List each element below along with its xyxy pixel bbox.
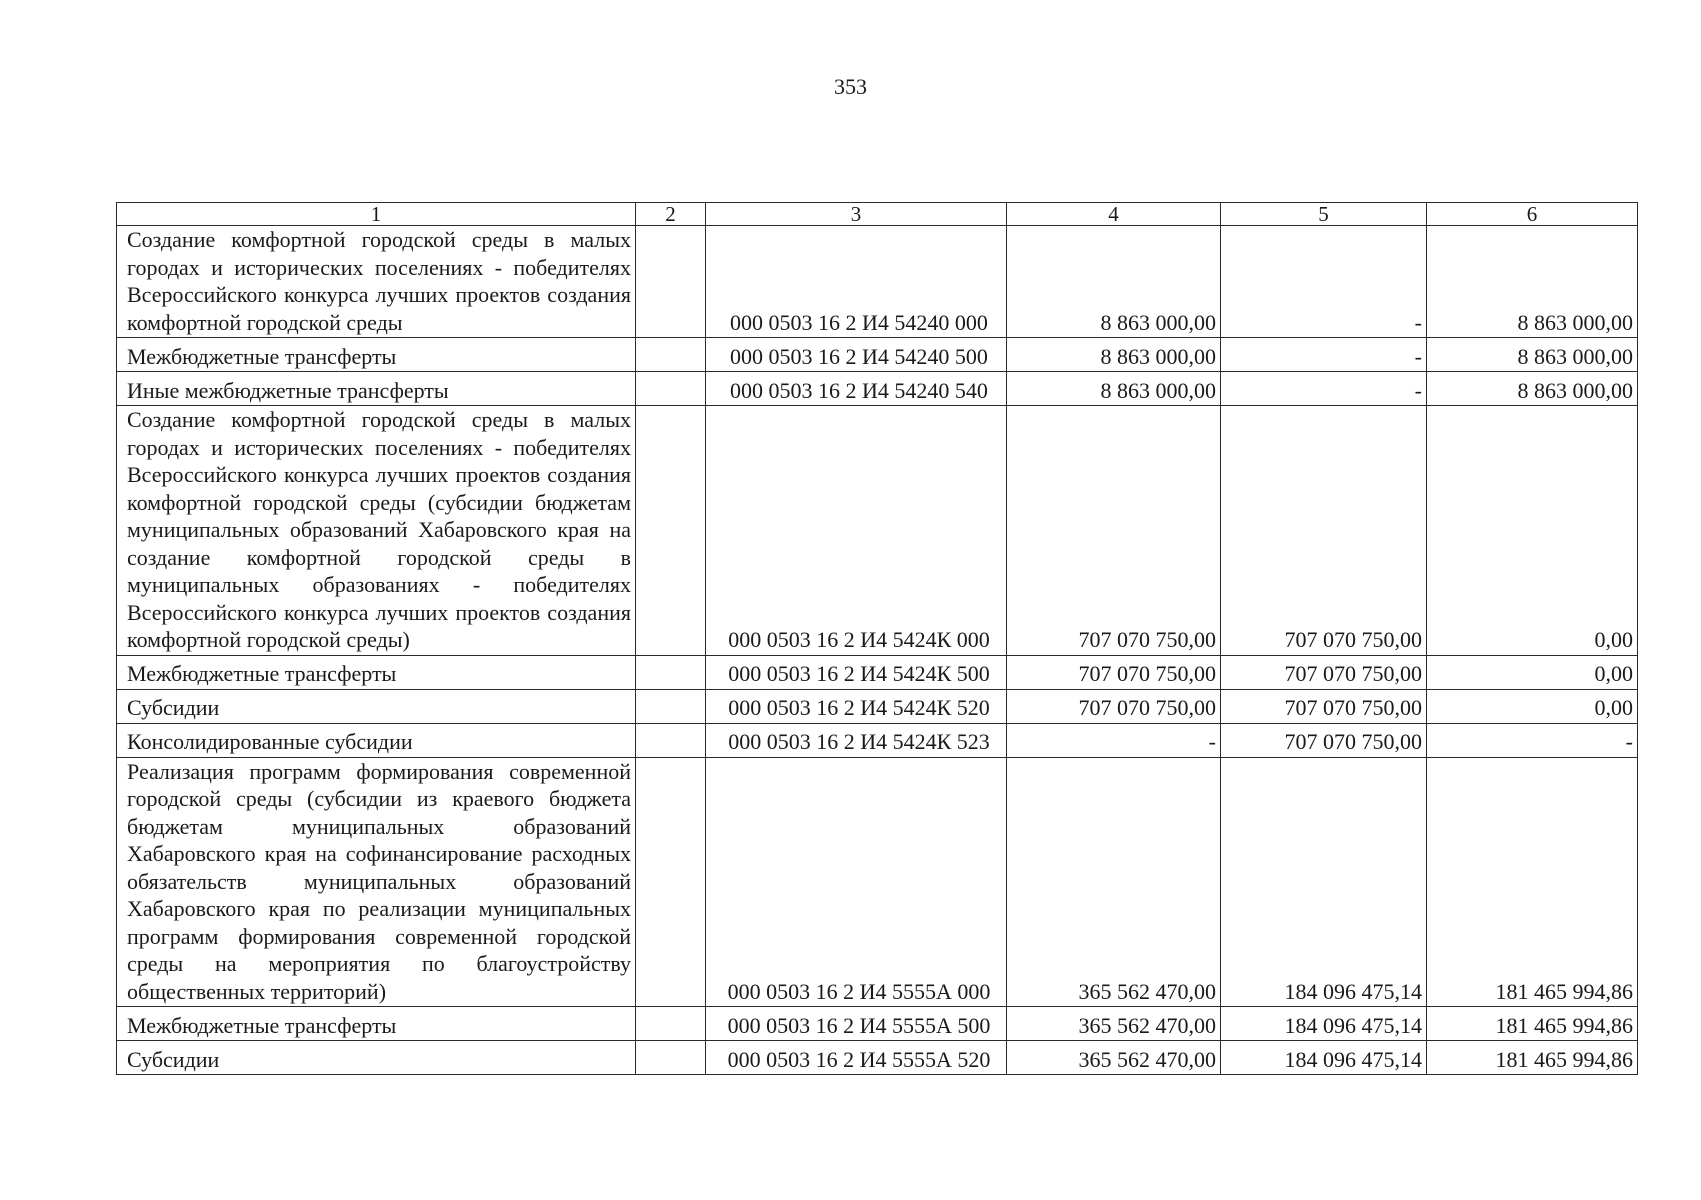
- amount-col-5: 707 070 750,00: [1221, 406, 1427, 656]
- column-2-cell: [636, 1041, 706, 1075]
- item-name: Создание комфортной городской среды в малых городах и исторических поселениях - победителях Всероссийского конкурса лучших проектов создания комфортной городской среды (субсидии бюджетам муниципальных образований Хабаровского края на создание комфортной городской среды в муниципальных образованиях - победителях Всероссийского конкурса лучших проектов создания комфортной городской среды): [117, 406, 636, 656]
- budget-code: 000 0503 16 2 И4 5555А 500: [706, 1007, 1007, 1041]
- budget-code: 000 0503 16 2 И4 5555А 000: [706, 757, 1007, 1007]
- amount-col-4: -: [1007, 723, 1221, 757]
- column-2-cell: [636, 226, 706, 338]
- column-2-cell: [636, 757, 706, 1007]
- amount-col-5: 707 070 750,00: [1221, 655, 1427, 689]
- budget-code: 000 0503 16 2 И4 54240 500: [706, 338, 1007, 372]
- column-2-cell: [636, 723, 706, 757]
- column-2-cell: [636, 655, 706, 689]
- column-header: 2: [636, 203, 706, 226]
- table-row: [117, 723, 1638, 757]
- column-2-cell: [636, 689, 706, 723]
- budget-code: 000 0503 16 2 И4 5424К 000: [706, 406, 1007, 656]
- amount-col-5: 707 070 750,00: [1221, 689, 1427, 723]
- amount-col-5: 184 096 475,14: [1221, 1007, 1427, 1041]
- amount-col-6: 181 465 994,86: [1427, 1007, 1638, 1041]
- amount-col-5: 184 096 475,14: [1221, 1041, 1427, 1075]
- column-header: 1: [117, 203, 636, 226]
- budget-code: 000 0503 16 2 И4 54240 000: [706, 226, 1007, 338]
- table-row: [117, 689, 1638, 723]
- column-header: 4: [1007, 203, 1221, 226]
- table-row: [117, 1007, 1638, 1041]
- column-2-cell: [636, 1007, 706, 1041]
- column-header: 3: [706, 203, 1007, 226]
- amount-col-4: 8 863 000,00: [1007, 338, 1221, 372]
- amount-col-5: -: [1221, 372, 1427, 406]
- page-number: 353: [834, 74, 867, 99]
- amount-col-5: 707 070 750,00: [1221, 723, 1427, 757]
- amount-col-4: 8 863 000,00: [1007, 226, 1221, 338]
- budget-code: 000 0503 16 2 И4 5424К 523: [706, 723, 1007, 757]
- amount-col-4: 707 070 750,00: [1007, 655, 1221, 689]
- item-name: Межбюджетные трансферты: [117, 655, 636, 689]
- table-row: [117, 226, 1638, 338]
- budget-table: [116, 202, 1638, 1075]
- budget-code: 000 0503 16 2 И4 5424К 520: [706, 689, 1007, 723]
- amount-col-6: 0,00: [1427, 655, 1638, 689]
- amount-col-4: 8 863 000,00: [1007, 372, 1221, 406]
- table-row: [117, 655, 1638, 689]
- budget-code: 000 0503 16 2 И4 54240 540: [706, 372, 1007, 406]
- item-name: Субсидии: [117, 689, 636, 723]
- item-name: Консолидированные субсидии: [117, 723, 636, 757]
- amount-col-6: -: [1427, 723, 1638, 757]
- amount-col-6: 8 863 000,00: [1427, 372, 1638, 406]
- amount-col-4: 365 562 470,00: [1007, 1041, 1221, 1075]
- amount-col-5: -: [1221, 226, 1427, 338]
- table-row: [117, 757, 1638, 1007]
- item-name: Иные межбюджетные трансферты: [117, 372, 636, 406]
- amount-col-6: 181 465 994,86: [1427, 757, 1638, 1007]
- amount-col-4: 707 070 750,00: [1007, 689, 1221, 723]
- amount-col-6: 8 863 000,00: [1427, 226, 1638, 338]
- amount-col-6: 8 863 000,00: [1427, 338, 1638, 372]
- column-2-cell: [636, 406, 706, 656]
- amount-col-6: 181 465 994,86: [1427, 1041, 1638, 1075]
- budget-code: 000 0503 16 2 И4 5555А 520: [706, 1041, 1007, 1075]
- amount-col-6: 0,00: [1427, 406, 1638, 656]
- amount-col-6: 0,00: [1427, 689, 1638, 723]
- item-name: Создание комфортной городской среды в малых городах и исторических поселениях - победителях Всероссийского конкурса лучших проектов создания комфортной городской среды: [117, 226, 636, 338]
- budget-code: 000 0503 16 2 И4 5424К 500: [706, 655, 1007, 689]
- amount-col-5: 184 096 475,14: [1221, 757, 1427, 1007]
- item-name: Межбюджетные трансферты: [117, 338, 636, 372]
- table-row: [117, 406, 1638, 656]
- table-row: [117, 372, 1638, 406]
- amount-col-4: 365 562 470,00: [1007, 757, 1221, 1007]
- column-2-cell: [636, 338, 706, 372]
- column-number-header-row: [117, 203, 1638, 226]
- item-name: Субсидии: [117, 1041, 636, 1075]
- amount-col-4: 365 562 470,00: [1007, 1007, 1221, 1041]
- table-row: [117, 338, 1638, 372]
- column-header: 6: [1427, 203, 1638, 226]
- column-header: 5: [1221, 203, 1427, 226]
- amount-col-5: -: [1221, 338, 1427, 372]
- item-name: Реализация программ формирования современной городской среды (субсидии из краевого бюджета бюджетам муниципальных образований Хабаровского края на софинансирование расходных обязательств муниципальных образований Хабаровского края по реализации муниципальных программ формирования современной городской среды на мероприятия по благоустройству общественных территорий): [117, 757, 636, 1007]
- table-row: [117, 1041, 1638, 1075]
- amount-col-4: 707 070 750,00: [1007, 406, 1221, 656]
- column-2-cell: [636, 372, 706, 406]
- item-name: Межбюджетные трансферты: [117, 1007, 636, 1041]
